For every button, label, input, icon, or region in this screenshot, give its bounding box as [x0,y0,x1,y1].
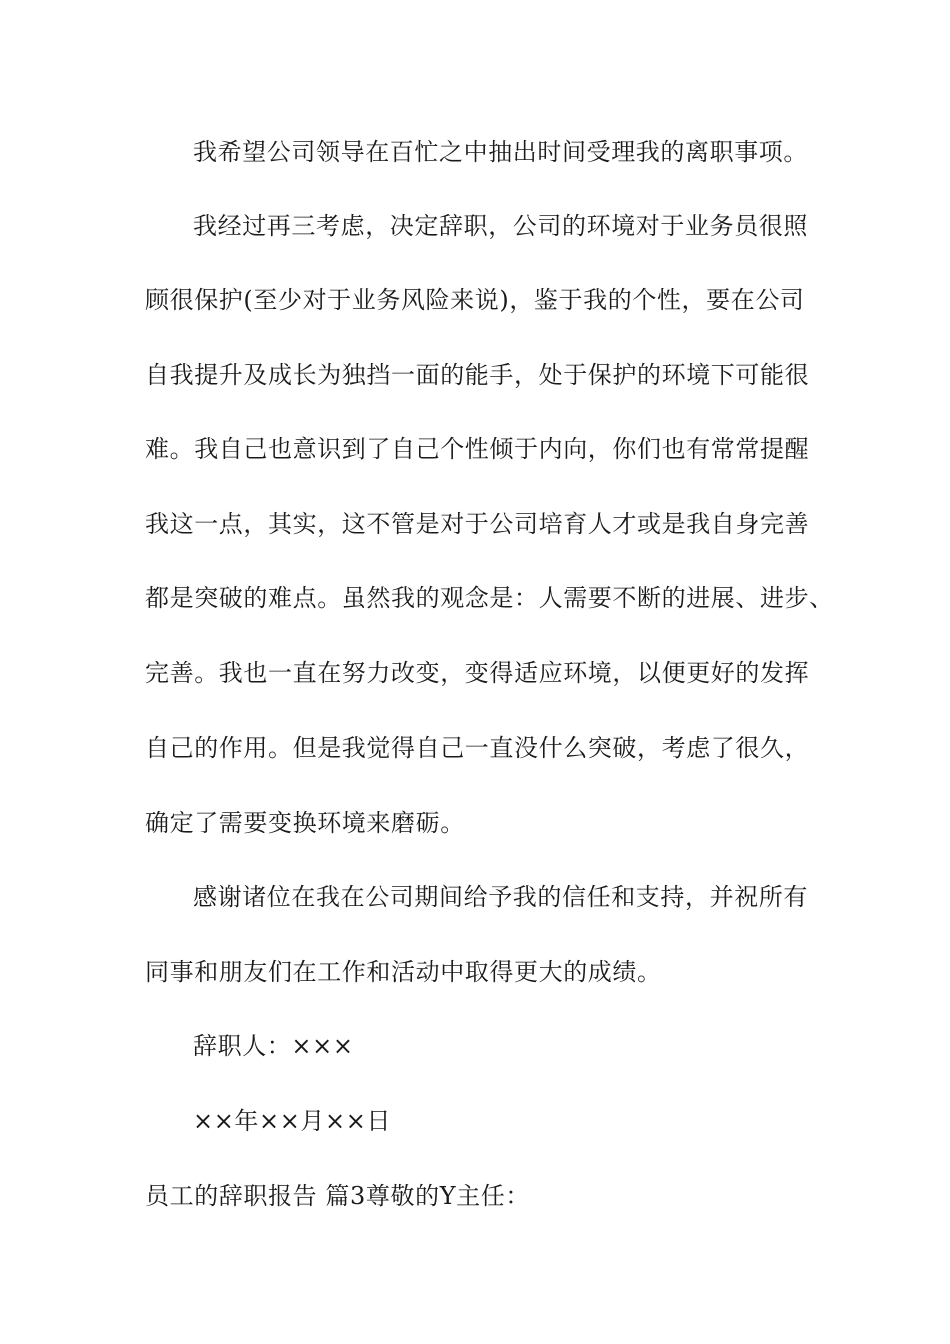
paragraph-line: 确定了需要变换环境来磨砺。 [145,809,465,837]
paragraph-line: 自己的作用。但是我觉得自己一直没什么突破，考虑了很久， [145,734,810,762]
paragraph-line: 顾很保护(至少对于业务风险来说)，鉴于我的个性，要在公司 [145,286,805,314]
paragraph-line: 都是突破的难点。虽然我的观念是：人需要不断的进展、进步、 [145,584,834,612]
paragraph-line: 我希望公司领导在百忙之中抽出时间受理我的离职事项。 [193,138,808,166]
signature-line: 辞职人：××× [193,1032,354,1060]
paragraph-line: 同事和朋友们在工作和活动中取得更大的成绩。 [145,958,662,986]
paragraph-line: 感谢诸位在我在公司期间给予我的信任和支持，并祝所有 [193,883,808,911]
paragraph-line: 难。我自己也意识到了自己个性倾于内向，你们也有常常提醒 [145,435,810,463]
date-line: ××年××月××日 [193,1107,392,1135]
paragraph-line: 自我提升及成长为独挡一面的能手，处于保护的环境下可能很 [145,361,810,389]
paragraph-line: 我经过再三考虑，决定辞职，公司的环境对于业务员很照 [193,212,808,240]
section-heading: 员工的辞职报告 篇3尊敬的Y主任： [145,1182,530,1210]
paragraph-line: 我这一点，其实，这不管是对于公司培育人才或是我自身完善 [145,510,810,538]
paragraph-line: 完善。我也一直在努力改变，变得适应环境，以便更好的发挥 [145,659,810,687]
